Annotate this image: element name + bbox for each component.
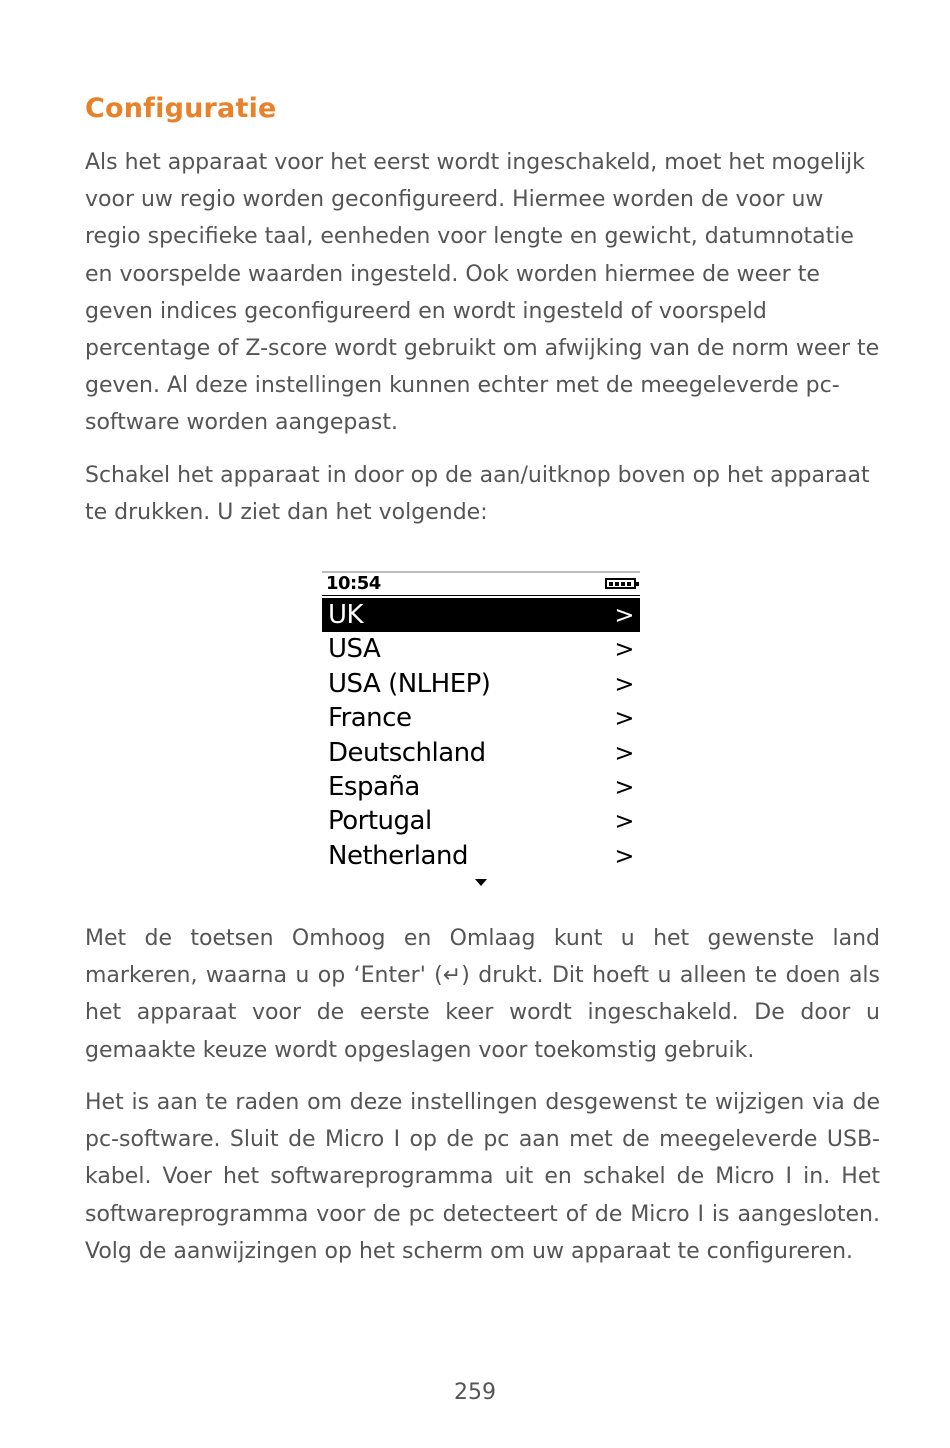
- navigation-text-end: ) drukt. Dit hoeft u alleen te doen als het apparaat voor de eerste keer wordt ingeschakeld. De door u gemaakte keuze wordt opgeslagen voor toekomstig gebruik.: [85, 963, 880, 1063]
- region-label: France: [328, 703, 412, 734]
- region-label: España: [328, 771, 420, 802]
- chevron-right-icon: >: [614, 669, 634, 698]
- region-label: USA: [328, 634, 381, 665]
- region-label: Portugal: [328, 806, 432, 837]
- power-on-paragraph: Schakel het apparaat in door op de aan/uitknop boven op het apparaat te drukken. U ziet dan het volgende:: [85, 463, 870, 526]
- region-item-netherland[interactable]: [322, 839, 640, 873]
- region-menu: [322, 598, 640, 873]
- section-heading: Configuratie: [85, 93, 277, 124]
- chevron-right-icon: >: [614, 704, 634, 733]
- region-label: Deutschland: [328, 737, 486, 768]
- region-item-uk[interactable]: [322, 598, 640, 632]
- navigation-paragraph: [85, 920, 880, 1069]
- region-label: USA (NLHEP): [328, 668, 491, 699]
- region-label: UK: [328, 600, 364, 630]
- navigation-text-start: Met de toetsen Omhoog en Omlaag kunt u het gewenste land markeren, waarna u op ‘Enter' (: [85, 926, 880, 989]
- chevron-right-icon: >: [614, 738, 634, 767]
- region-item-espana[interactable]: [322, 770, 640, 804]
- scroll-down-icon: [475, 879, 487, 886]
- device-screen: [322, 571, 640, 893]
- chevron-right-icon: >: [614, 807, 634, 836]
- region-item-portugal[interactable]: [322, 804, 640, 838]
- enter-key-icon: ↵: [442, 963, 462, 989]
- region-item-usa-nlhep[interactable]: [322, 667, 640, 701]
- chevron-right-icon: >: [614, 635, 634, 664]
- region-item-deutschland[interactable]: [322, 736, 640, 770]
- region-item-usa[interactable]: [322, 632, 640, 666]
- status-bar: [322, 571, 640, 596]
- chevron-right-icon: >: [614, 601, 634, 629]
- clock-time: 10:54: [326, 573, 381, 594]
- region-item-france[interactable]: [322, 701, 640, 735]
- intro-paragraph: Als het apparaat voor het eerst wordt ingeschakeld, moet het mogelijk voor uw regio worden geconfigureerd. Hiermee worden de voor uw regio specifieke taal, eenheden voor lengte en gewicht, datumnotatie en voorspelde waarden ingesteld. Ook worden hiermee de weer te geven indices geconfigureerd en wordt ingesteld of voorspeld percentage of Z-score wordt gebruikt om afwijking van de norm weer te geven. Al deze instellingen kunnen echter met de meegeleverde pc-software worden aangepast.: [85, 150, 880, 436]
- region-label: Netherland: [328, 840, 468, 871]
- software-paragraph: Het is aan te raden om deze instellingen desgewenst te wijzigen via de pc-software. Sluit de Micro I op de pc aan met de meegeleverde USB-kabel. Voer het softwareprogramma uit en schakel de Micro I in. Het softwareprogramma voor de pc detecteert of de Micro I is aangesloten. Volg de aanwijzingen op het scherm om uw apparaat te configureren.: [85, 1090, 880, 1264]
- battery-icon: [605, 578, 636, 589]
- chevron-right-icon: >: [614, 772, 634, 801]
- page-number: 259: [454, 1380, 496, 1405]
- chevron-right-icon: >: [614, 841, 634, 870]
